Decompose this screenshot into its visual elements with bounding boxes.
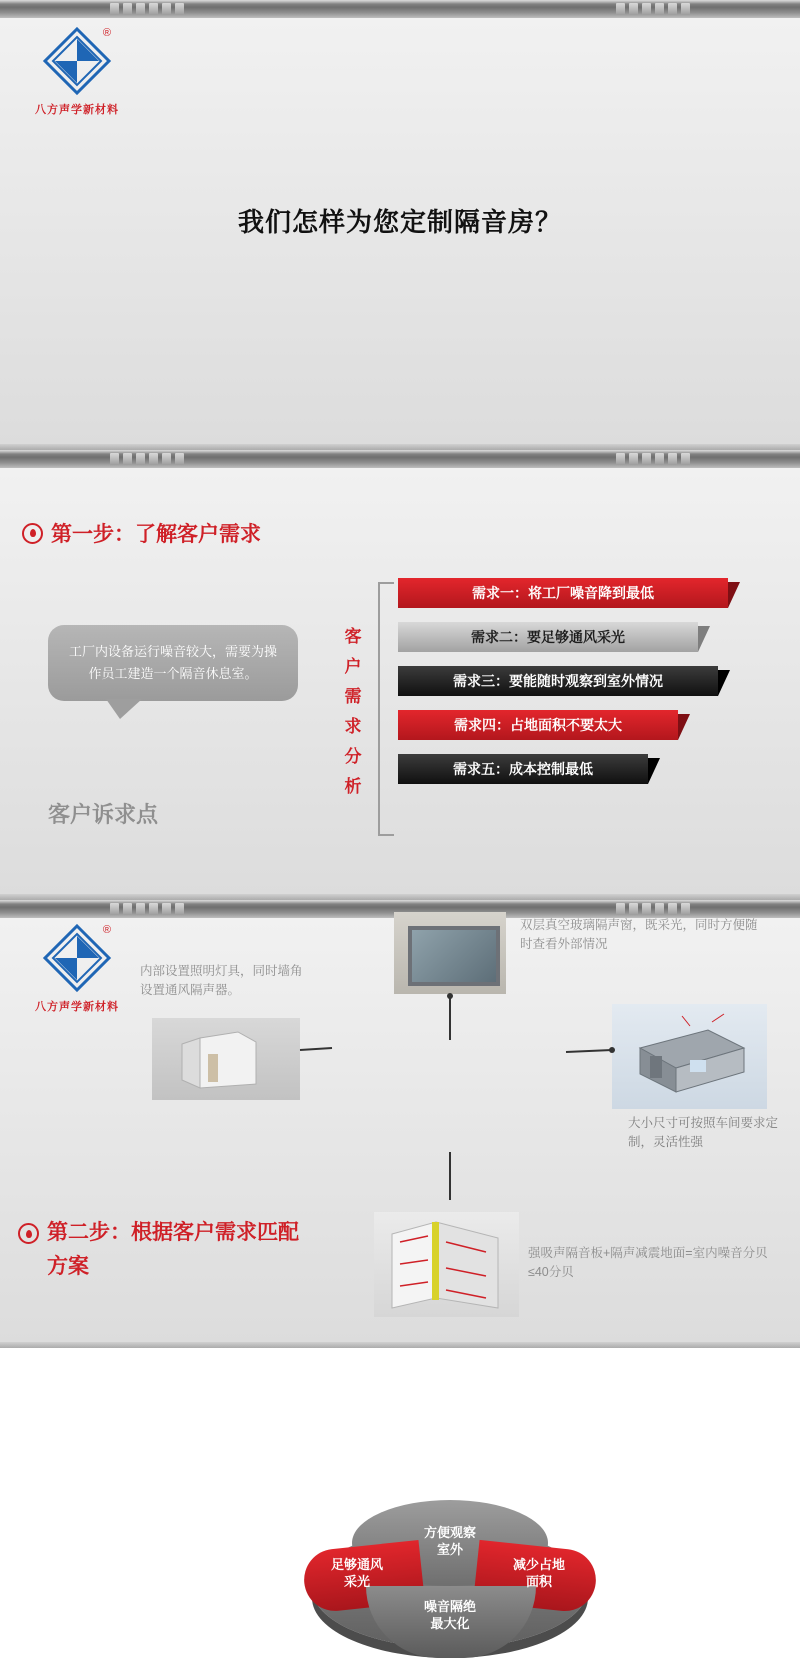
need-label: 需求五：成本控制最低 [453,761,593,777]
need-label: 需求四：占地面积不要太大 [454,717,622,733]
registered-mark: ® [102,924,111,936]
logo-diamond-icon [41,25,113,97]
need-bar-3 [398,666,718,696]
pie-label-top: 方便观察 室外 [423,1525,476,1557]
brand-name: 八方声学新材料 [35,104,119,116]
need-label: 需求一：将工厂噪音降到最低 [472,585,654,601]
page-title: 我们怎样为您定制隔音房？ [237,207,562,238]
logo-slide3 [12,922,142,1014]
registered-mark: ® [102,27,111,39]
brand-name: 八方声学新材料 [35,1001,119,1013]
window-photo [394,912,506,994]
need-label: 需求二：要足够通风采光 [471,629,625,645]
pie-label-right: 减少占地 面积 [512,1557,565,1589]
lighting-note: 内部设置照明灯具，同时墙角设置通风隔声器。 [140,964,303,997]
pie-label-bottom: 噪音隔绝 最大化 [423,1599,476,1631]
needs-analysis-label: 客户需求分析 [344,627,362,796]
logo [12,25,142,117]
step-one-heading [22,518,261,548]
band-slits-right-2 [616,453,690,465]
slide2-top-band [0,450,800,468]
solution-pie-diagram [300,1490,600,1680]
pie-label-left: 足够通风 采光 [330,1557,383,1589]
dimension-drawing-photo [612,1004,767,1109]
need-label: 需求三：要能随时观察到室外情况 [453,673,663,689]
need-row [398,710,728,740]
customer-request-callout [48,625,298,701]
band-slits-left-3 [110,903,184,915]
need-row [398,754,728,784]
needs-bracket [378,582,394,836]
step-two-title-line2: 方案 [47,1255,89,1278]
step-two-title-line1: 第二步：根据客户需求匹配 [47,1221,299,1244]
band-slits-right-3 [616,903,690,915]
window-note: 双层真空玻璃隔声窗，既采光，同时方便随时查看外部情况 [520,918,758,951]
callout-label: 客户诉求点 [48,802,159,827]
size-note: 大小尺寸可按照车间要求定制，灵活性强 [628,1116,779,1149]
room-render-photo [152,1018,300,1100]
need-bar-5 [398,754,648,784]
band-slits-right [616,3,690,15]
need-bar-4 [398,710,678,740]
logo-diamond-icon [41,922,113,994]
need-row [398,666,728,696]
need-bar-2 [398,622,698,652]
callout-text: 工厂内设备运行噪音较大，需要为操作员工建造一个隔音休息室。 [68,644,277,681]
band-slits-left [110,3,184,15]
need-bar-1 [398,578,728,608]
slide-top-band [0,0,800,18]
needs-list [398,578,728,798]
droplet-icon [22,523,43,544]
band-slits-left-2 [110,453,184,465]
slide-title [0,0,800,450]
step-one-title: 第一步：了解客户需求 [51,523,261,546]
slide3-bottom-shadow [0,1342,800,1348]
droplet-icon [18,1223,39,1244]
step-two-heading [18,1216,418,1284]
need-row [398,578,728,608]
panel-note: 强吸声隔音板+隔声减震地面=室内噪音分贝≤40分贝 [528,1246,768,1279]
slide-step-one [0,450,800,900]
need-row [398,622,728,652]
slide-step-two [0,900,800,1631]
